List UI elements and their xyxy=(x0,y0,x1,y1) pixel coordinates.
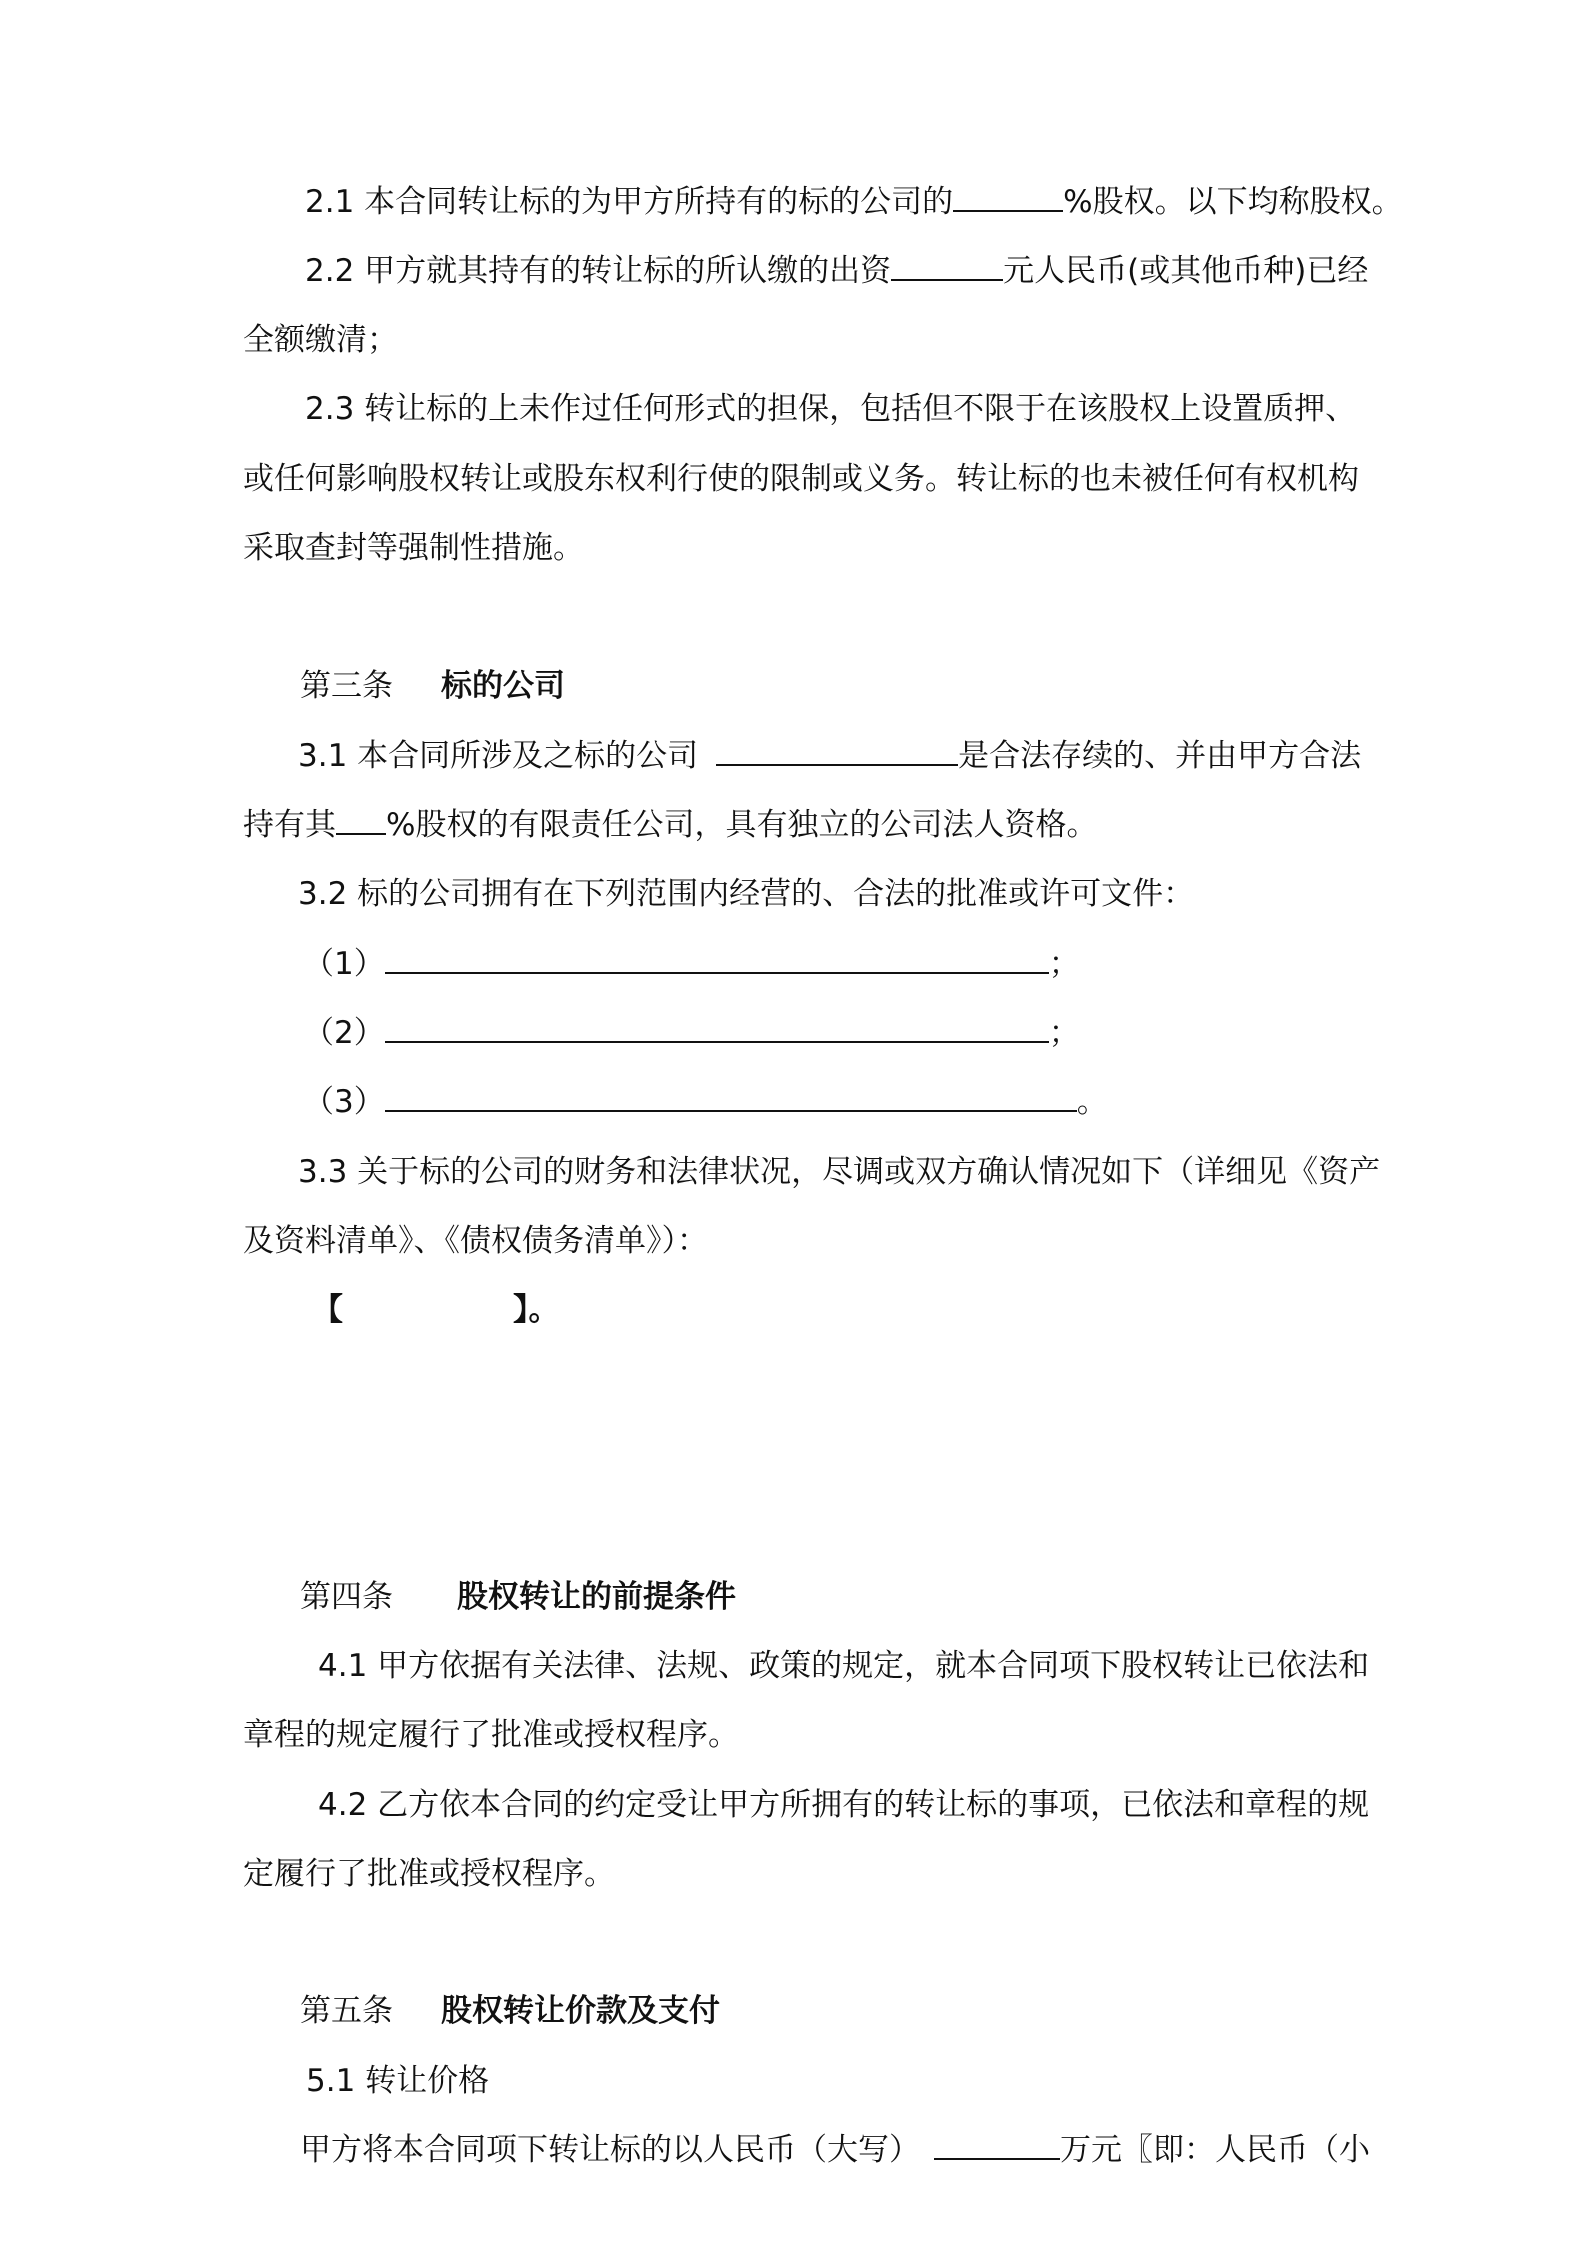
clause-2-3-line1: 2.3 转让标的上未作过任何形式的担保，包括但不限于在该股权上设置质押、 xyxy=(305,391,1357,427)
article-4-title: 股权转让的前提条件 xyxy=(457,1579,736,1615)
clause-2-2-text-b: 元人民币(或其他币种)已经 xyxy=(1003,253,1369,289)
clause-3-1-text-a: 3.1 本合同所涉及之标的公司 xyxy=(298,738,699,774)
clause-2-1-text-a: 2.1 本合同转让标的为甲方所持有的标的公司的 xyxy=(305,184,954,220)
blank-held-percent[interactable] xyxy=(336,803,386,835)
clause-4-1-line1: 4.1 甲方依据有关法律、法规、政策的规定，就本合同项下股权转让已依法和 xyxy=(318,1648,1370,1684)
permit-item-3-label: （3） xyxy=(303,1084,385,1120)
clause-5-1-price xyxy=(300,2128,1370,2172)
clause-3-2: 3.2 标的公司拥有在下列范围内经营的、合法的批准或许可文件： xyxy=(298,876,1195,912)
bracket-open: 【 xyxy=(312,1292,343,1328)
permit-item-2-end: ； xyxy=(1048,1015,1080,1051)
blank-permit-1[interactable] xyxy=(385,942,1049,974)
clause-3-1 xyxy=(298,734,1361,778)
permit-item-2 xyxy=(303,1011,1080,1055)
article-3-title: 标的公司 xyxy=(441,668,565,704)
clause-3-1-text-d: %股权的有限责任公司，具有独立的公司法人资格。 xyxy=(386,807,1098,843)
clause-4-2-line1: 4.2 乙方依本合同的约定受让甲方所拥有的转让标的事项，已依法和章程的规 xyxy=(318,1787,1370,1823)
clause-2-2 xyxy=(305,249,1368,293)
clause-3-1-text-c: 持有其 xyxy=(243,807,336,843)
permit-item-2-label: （2） xyxy=(303,1015,385,1051)
article-4-heading xyxy=(300,1575,736,1619)
article-5-heading xyxy=(300,1989,720,2033)
article-3-number: 第三条 xyxy=(300,668,393,704)
clause-2-1 xyxy=(305,180,1403,224)
clause-4-1-line2: 章程的规定履行了批准或授权程序。 xyxy=(243,1717,739,1753)
article-4-number: 第四条 xyxy=(300,1579,393,1615)
permit-item-1 xyxy=(303,942,1080,986)
clause-4-2-line2: 定履行了批准或授权程序。 xyxy=(243,1856,615,1892)
clause-2-2-text-a: 2.2 甲方就其持有的转让标的所认缴的出资 xyxy=(305,253,892,289)
blank-capital-amount[interactable] xyxy=(891,249,1003,281)
clause-3-3-line2: 及资料清单》、《债权债务清单》）： xyxy=(243,1223,708,1259)
clause-2-3-line3: 采取查封等强制性措施。 xyxy=(243,530,584,566)
price-text-b: 万元〖即：人民币（小 xyxy=(1060,2132,1370,2168)
price-text-a: 甲方将本合同项下转让标的以人民币（大写） xyxy=(300,2132,920,2168)
blank-target-company[interactable] xyxy=(716,734,958,766)
article-5-title: 股权转让价款及支付 xyxy=(441,1993,720,2029)
blank-permit-2[interactable] xyxy=(385,1011,1049,1043)
article-3-heading xyxy=(300,664,565,708)
article-5-number: 第五条 xyxy=(300,1993,393,2029)
clause-3-3-line1: 3.3 关于标的公司的财务和法律状况，尽调或双方确认情况如下（详细见《资产 xyxy=(298,1154,1381,1190)
permit-item-3-end: 。 xyxy=(1076,1084,1108,1120)
permit-item-1-label: （1） xyxy=(303,946,385,982)
clause-2-3-line2: 或任何影响股权转让或股东权利行使的限制或义务。转让标的也未被任何有权机构 xyxy=(243,461,1359,497)
permit-item-1-end: ； xyxy=(1048,946,1080,982)
bracket-blank[interactable] xyxy=(343,1290,513,1320)
bracket-placeholder xyxy=(312,1288,560,1332)
permit-item-3 xyxy=(303,1080,1108,1124)
blank-permit-3[interactable] xyxy=(385,1080,1077,1112)
blank-share-percent[interactable] xyxy=(953,180,1063,212)
blank-price-uppercase[interactable] xyxy=(934,2128,1060,2160)
clause-3-1-text-b: 是合法存续的、并由甲方合法 xyxy=(958,738,1362,774)
clause-5-1: 5.1 转让价格 xyxy=(306,2063,490,2099)
clause-3-1-line2 xyxy=(243,803,1097,847)
clause-2-1-text-b: %股权。以下均称股权。 xyxy=(1063,184,1403,220)
clause-2-2-line2: 全额缴清； xyxy=(243,322,398,358)
bracket-close: 】。 xyxy=(513,1292,560,1328)
